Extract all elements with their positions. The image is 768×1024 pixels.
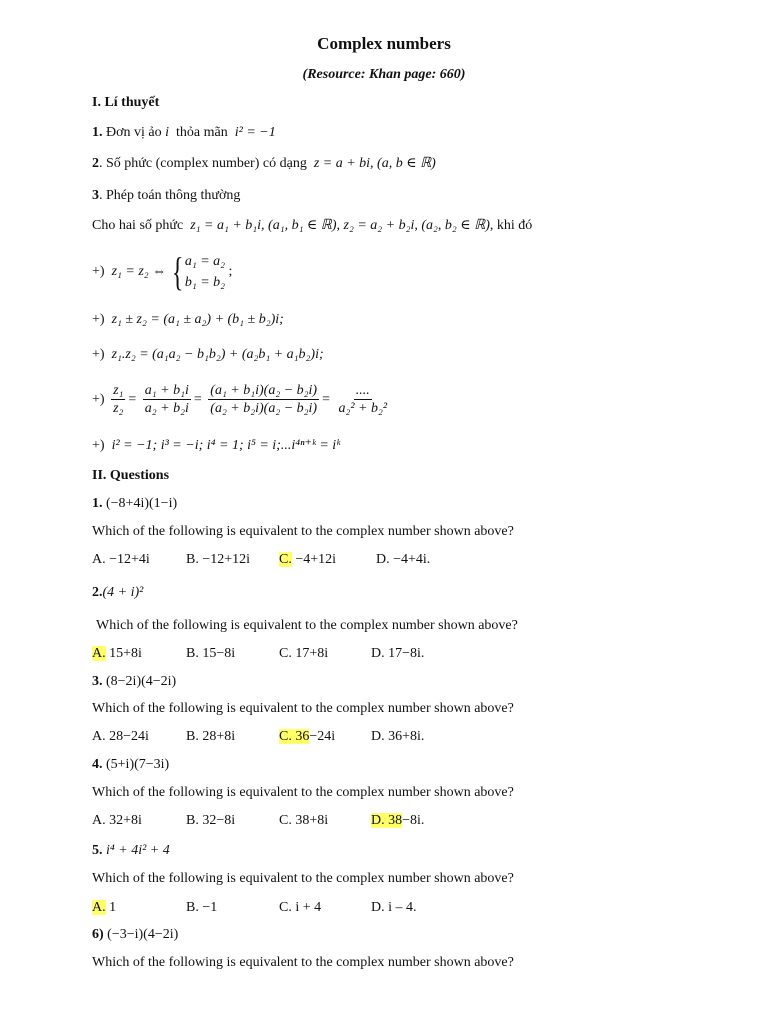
q4-option-b[interactable]: B. 32−8i [186, 813, 236, 828]
rule-prefix: +) [92, 312, 105, 327]
q2-option-d[interactable]: D. 17−8i. [371, 646, 425, 661]
theory-item-3 [92, 187, 240, 205]
formula: z₁.z₂ = (a₁a₂ − b₁b₂) + (a₂b₁ + a₁b₂)i; [111, 347, 324, 362]
answer-highlight: A. [92, 646, 106, 661]
rule-powers [92, 437, 340, 455]
question-6 [92, 926, 178, 944]
q5-option-d[interactable]: D. i – 4. [371, 900, 417, 915]
question-expression: (−3−i)(4−2i) [107, 927, 179, 942]
item-text: . Phép toán thông thường [99, 188, 241, 203]
intro-text: Cho hai số phức [92, 218, 184, 233]
formula: i² = −1 [234, 125, 276, 140]
answer-highlight: D. 38 [371, 813, 403, 828]
question-5 [92, 842, 170, 860]
questions-heading: II. Questions [92, 468, 170, 483]
answer-highlight: A. [92, 900, 106, 915]
option-text: −8i. [402, 813, 425, 828]
rule-multiplication [92, 346, 324, 364]
denominator: (a₂ + b₂i)(a₂ − b₂i) [210, 401, 318, 417]
q1-option-a[interactable]: A. −12+4i [92, 552, 150, 567]
rule-prefix: +) [92, 392, 105, 407]
item-number: 2 [92, 156, 99, 171]
theory-heading: I. Lí thuyết [92, 95, 160, 110]
numerator: z₁ [113, 383, 124, 399]
question-expression: (−8+4i)(1−i) [106, 496, 178, 511]
question-prompt: Which of the following is equivalent to the complex number shown above? [96, 618, 518, 633]
option-text: 15+8i [105, 646, 142, 661]
formula: z₁ = a₁ + b₁i, (a₁, b₁ ∈ ℝ), z₂ = a₂ + b₂i, (a₂, b₂ ∈ ℝ) [190, 218, 490, 233]
question-number: 4. [92, 757, 103, 772]
fraction-2 [143, 382, 191, 417]
question-number: 6) [92, 927, 104, 942]
question-1 [92, 495, 177, 513]
denominator: z₂ [113, 401, 124, 417]
question-prompt: Which of the following is equivalent to the complex number shown above? [92, 524, 514, 539]
rule-end: ; [228, 264, 233, 280]
imaginary-unit: i [165, 125, 170, 140]
denominator: a₂ + b₂i [144, 401, 189, 417]
item-number: 3 [92, 188, 99, 203]
question-prompt: Which of the following is equivalent to the complex number shown above? [92, 701, 514, 716]
numerator: .... [355, 383, 370, 399]
page-subtitle: (Resource: Khan page: 660) [302, 67, 466, 82]
q3-option-c[interactable] [279, 728, 335, 746]
question-expression: (5+i)(7−3i) [106, 757, 170, 772]
rule-prefix: +) [92, 347, 105, 362]
q3-option-d[interactable]: D. 36+8i. [371, 729, 425, 744]
item-number: 1. [92, 125, 103, 140]
rule-division: +) $\frac{\text{z₁}}{\text{z₂}}$ = $\frac{\text{a₁ + b₁i}}{\text{a₂ + b₂i}}$ = $\frac{\text{(a₁ + b₁i)(a₂ − b₂i)}}{\text{(a₂ + b₂i)(a₂ − b₂i)}}$ = $\frac{....}{\text{a₂² + b₂²}}$ [92, 383, 388, 417]
q3-option-b[interactable]: B. 28+8i [186, 729, 236, 744]
fraction-4 [336, 382, 389, 417]
denominator: a₂² + b₂² [338, 401, 388, 417]
page-title: Complex numbers [317, 34, 451, 53]
question-number: 2. [92, 585, 103, 600]
formula: z₁ ± z₂ = (a₁ ± a₂) + (b₁ ± b₂)i; [111, 312, 284, 327]
item-text-2: thỏa mãn [176, 125, 228, 140]
question-expression: (8−2i)(4−2i) [106, 674, 177, 689]
question-prompt: Which of the following is equivalent to the complex number shown above? [92, 785, 514, 800]
system-brace [170, 251, 225, 293]
q4-option-c[interactable]: C. 38+8i [279, 813, 329, 828]
brace-icon: { [171, 249, 184, 294]
question-number: 3. [92, 674, 103, 689]
q2-option-b[interactable]: B. 15−8i [186, 646, 236, 661]
system-row-2: b₁ = b₂ [184, 275, 226, 290]
rule-addition [92, 311, 284, 329]
question-number: 1. [92, 496, 103, 511]
rule-prefix: +) [92, 264, 105, 280]
fraction-1 [111, 382, 125, 417]
item-text: . Số phức (complex number) có dạng [99, 156, 307, 171]
q5-option-c[interactable]: C. i + 4 [279, 900, 322, 915]
question-3 [92, 673, 176, 691]
theory-item-2 [92, 155, 436, 173]
answer-highlight: C. 36 [279, 729, 310, 744]
question-4 [92, 756, 169, 774]
option-text: −4+12i [291, 552, 337, 567]
question-prompt: Which of the following is equivalent to the complex number shown above? [92, 871, 514, 886]
q1-option-d[interactable]: D. −4+4i. [376, 552, 431, 567]
q4-option-d[interactable] [371, 812, 424, 830]
option-text: −24i [309, 729, 336, 744]
question-prompt: Which of the following is equivalent to the complex number shown above? [92, 955, 514, 970]
system-row-1: a₁ = a₂ [184, 254, 226, 269]
numerator: (a₁ + b₁i)(a₂ − b₂i) [210, 383, 318, 399]
rule-equality [92, 251, 232, 293]
q5-option-a[interactable] [92, 899, 116, 917]
answer-highlight: C. [279, 552, 292, 567]
item-text: Đơn vị ảo [106, 125, 162, 140]
q5-option-b[interactable]: B. −1 [186, 900, 218, 915]
q4-option-a[interactable]: A. 32+8i [92, 813, 142, 828]
q2-option-a[interactable] [92, 645, 142, 663]
rule-prefix: +) [92, 438, 105, 453]
option-text: 1 [105, 900, 117, 915]
formula-lhs: z₁ = z₂ ⇔ [111, 264, 167, 280]
numerator: a₁ + b₁i [144, 383, 189, 399]
formula: i² = −1; i³ = −i; i⁴ = 1; i⁵ = i;...i⁴ⁿ⁺ᵏ = iᵏ [111, 438, 341, 453]
intro-tail: , khi đó [489, 218, 533, 233]
fraction-3 [208, 382, 319, 417]
question-number: 5. [92, 843, 103, 858]
question-2 [92, 584, 143, 602]
formula: z = a + bi, (a, b ∈ ℝ) [313, 156, 436, 171]
q1-option-c[interactable] [279, 551, 336, 569]
q1-option-b[interactable]: B. −12+12i [186, 552, 251, 567]
question-expression: (4 + i)² [102, 585, 144, 600]
theory-intro [92, 217, 532, 235]
question-expression: i⁴ + 4i² + 4 [106, 843, 170, 858]
theory-item-1 [92, 124, 276, 142]
q3-option-a[interactable]: A. 28−24i [92, 729, 149, 744]
q2-option-c[interactable]: C. 17+8i [279, 646, 329, 661]
